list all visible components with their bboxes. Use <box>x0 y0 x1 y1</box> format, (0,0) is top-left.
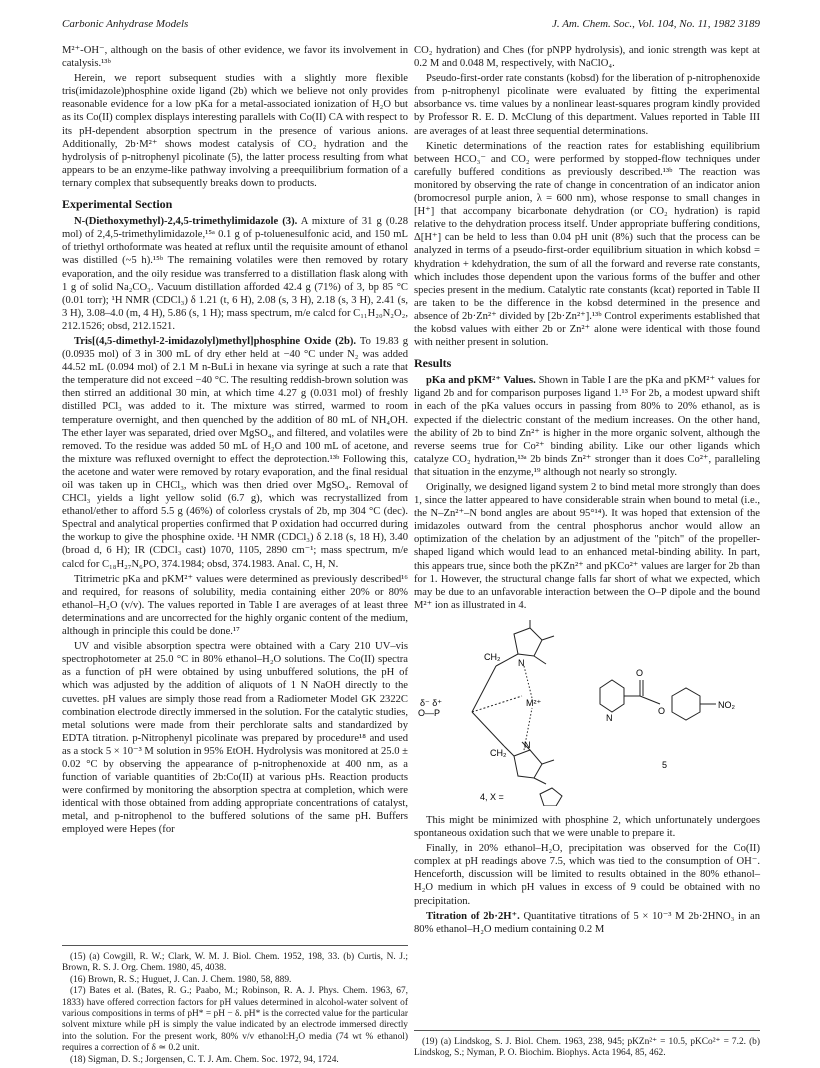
section-heading-results: Results <box>414 356 452 371</box>
left-column <box>62 44 408 839</box>
paragraph: This might be minimized with phosphine 2, which unfortunately undergoes spontaneous oxidation such that we were unable to prepare it. <box>414 814 760 840</box>
bond <box>542 636 554 640</box>
bond <box>542 760 554 764</box>
imidazole-ring-x <box>540 788 562 806</box>
paragraph: UV and visible absorption spectra were obtained with a Cary 210 UV–vis spectrophotometer at 25.0 °C in 80% ethanol–H₂O solutions. The Co(II) spectra as a function of pH were obtained by using unbuffered solutions, the pH of which was adjusted by the addition of aliquots of 1 N NaOH directly to the cuvettes. pH values are simply those read from a Radiometer Model GK 2322C combination electrode directly immersed in the solution. For the catalytic studies, metal solutions were made from their perchlorate salts and standardized by EDTA titration. p-Nitrophenyl picolinate was prepared by procedure¹⁸ and used as a stock 5 × 10⁻³ M solution in 95% EtOH. Hydrolysis was monitored at 25.0 ± 0.02 °C by observing the appearance of p-nitrophenoxide at 400 nm, as a function of variable quantities of 2b:Co(II) at various pHs. Reaction products were confirmed by monitoring the absorption spectra at completion, which were identical with those obtained from adding appropriate concentrations of catalyst, metal, and p-nitrophenol to the buffered solutions of the same pH. Buffers employed were Hepes (for <box>62 641 408 836</box>
footnotes-left <box>62 945 408 1066</box>
op-label: O—P <box>418 707 441 718</box>
running-header <box>62 18 760 34</box>
ch2-label-top: CH₂ <box>484 651 501 662</box>
paragraph: Pseudo-first-order rate constants (kobsd) for the liberation of p-nitrophenoxide from p-nitrophenyl picolinate were evaluated by fitting the experimental absorbance vs. time values by a nonlinear least-squares program kindly provided by Professor R. E. D. McClung of this department. Values reported in Table III are averages of at least three sequential determinations. <box>414 73 760 137</box>
paragraph-text: Shown in Table I are the pKa and pKM²⁺ values for ligand 2b and for comparison purposes ligand 1.¹³ For 2b, a modest upward shift in each of the pKa values occurs in passing from 80% to 20% ethanol, as is expected if the dielectric constant of the medium increases. On the other hand, the ability of 2b to bind Zn²⁺ is higher in the more organic solvent, although the reverse seems true for Co²⁺ binding ability. Like our other ligands which catalyze CO₂ hydration,¹³ᵃ 2b binds Zn²⁺ stronger than it does Co²⁺, paralleling that situation in the enzyme,¹⁹ although not nearly so strongly. <box>414 375 761 478</box>
paragraph: Finally, in 20% ethanol–H₂O, precipitation was observed for the Co(II) complex at pH readings above 7.5, which was tied to the consumption of OH⁻. Henceforth, discussion will be limited to results obtained in the 80% ethanol–H₂O medium in which pH values in excess of 9 could be obtained with no precipitation. <box>414 843 760 907</box>
compound-3-title: N-(Diethoxymethyl)-2,4,5-trimethylimidazole (3). <box>74 216 298 228</box>
dipole-label: δ⁻ δ⁺ <box>420 697 443 708</box>
m2-label: M²⁺ <box>526 697 542 708</box>
footnotes-right <box>414 1030 760 1060</box>
footnote: (15) (a) Cowgill, R. W.; Clark, W. M. J. Biol. Chem. 1952, 198, 33. (b) Curtis, N. J.; Brown, R. S. J. Org. Chem. 1980, 45, 4038. <box>62 952 408 974</box>
subsection-title-pka: pKa and pKM²⁺ Values. <box>426 375 536 387</box>
chemical-structures-svg <box>414 618 760 806</box>
n-label: N <box>606 712 613 723</box>
compound-5-label: 5 <box>662 759 668 770</box>
footnote: (18) Sigman, D. S.; Jorgensen, C. T. J. Am. Chem. Soc. 1972, 94, 1724. <box>70 1054 339 1065</box>
paragraph: Originally, we designed ligand system 2 to bind metal more strongly than does 1, since the latter appeared to have considerable strain when bound to metal (i.e., the N–Zn²⁺–N bond angles are about 95°¹⁴). It was hoped that extension of the imidazoles outward from the central phosphorus anchor would allow an optimization of the chelation by an adjustment of the "pitch" of the propeller-shaped ligand which would lead to an enhanced metal-binding ability. In part, this appears true, since both the pKZn²⁺ and pKCo²⁺ values are larger for 2b than for 1. However, the structural change falls far short of what we expected, which may be due to an unfavorable interaction between the O–P dipole and the bound M²⁺ ion as illustrated in 4. <box>414 482 760 611</box>
footnote: (16) Brown, R. S.; Huguet, J. Can. J. Chem. 1980, 58, 889. <box>70 974 292 985</box>
paragraph: Herein, we report subsequent studies with a slightly more flexible tris(imidazole)phosphine oxide ligand (2b) which we believe not only provides reasonable evidence for a low pKa for a metal-associated ionization of H₂O but as its Co(II) complex displays interesting parallels with Co(II) CA with respect to its pH-dependent absorption spectrum in the presence of various anions. Additionally, 2b·M²⁺ shows modest catalysis of CO₂ hydration and the hydrolysis of p-nitrophenyl picolinate (5), the latter process resulting from what appears to be an enzyme-like pathway involving a preequilibrium formation of a ternary complex that subsequently breaks down to products. <box>62 73 408 189</box>
header-citation: J. Am. Chem. Soc., Vol. 104, No. 11, 1982 3189 <box>552 18 760 30</box>
compound-4-label: 4, X = <box>480 791 504 802</box>
no2-label: NO₂ <box>718 699 735 710</box>
imidazole-ring-top <box>514 628 542 656</box>
paragraph: M²⁺-OH⁻, although on the basis of other evidence, we favor its involvement in catalysis.¹³ᵇ <box>62 45 408 70</box>
benzene-ring <box>672 688 700 720</box>
section-heading-experimental: Experimental Section <box>62 197 173 212</box>
structure-figure <box>414 618 760 806</box>
bond <box>534 656 546 664</box>
paragraph-text: To 19.83 g (0.0935 mol) of 3 in 300 mL of dry ether held at −40 °C under N₂ was added 44.52 mL (0.094 mol) of 2.1 M n-BuLi in hexane via syringe at such a rate that the temperature did not exceed −40 °C. The resulting reddish-brown solution was then stirred an additional 30 min, at which time 4.27 g (0.031 mol) of freshly distilled PCl₃ was added to it. The mixture was stirred, warmed to room temperature overnight, and then quenched by the addition of 80 mL of NH₄OH. The ether layer was separated, dried over MgSO₄, and filtered, and volatiles were removed. To the residue was added 50 mL of H₂O and 100 mL of acetone, and the mixture was refluxed overnight to effect the deprotection.¹³ᵇ Following this, the acetone and water were removed by rotary evaporation, and the final residual oil was taken up in CHCl₃, which was then dried over MgSO₄. Removal of CHCl₃ yields a light yellow solid (6.7 g), which was recrystallized from ethanol/ether to afford 5.5 g (46%) of colorless crystals of 2b, mp 304 °C (dec). Spectral and analytical properties confirmed that P oxidation had occurred during the workup to give the phosphine oxide. ¹H NMR (CDCl₃) δ 2.18 (s, 18 H), 3.40 (broad d, 6 H); IR (CDCl₃ cast) 1070, 1105, 2890 cm⁻¹; mass spectrum, m/e calcd for C₁₈H₂₇N₆PO, 374.1984; obsd, 374.1983. Anal. C, H, N. <box>62 335 408 570</box>
paragraph-text: A mixture of 31 g (0.28 mol) of 2,4,5-trimethylimidazole,¹⁵ᵃ 0.1 g of p-toluenesulfonic acid, and 150 mL of triethyl orthoformate was heated at reflux until the requisite amount of ethanol was distilled (~5 h).¹⁵ᵇ The remaining volatiles were then removed by rotary evaporation, and the oily residue was transferred to a distillation flask along with 1 g of solid Na₂CO₃. Vacuum distillation afforded 42.4 g (71%) of 3, bp 85 °C (0.01 torr); ¹H NMR (CDCl₃) δ 1.21 (t, 6 H), 2.08 (s, 3 H), 2.18 (s, 3 H), 2.41 (s, 3 H), 3.08–4.0 (m, 4 H), 5.86 (s, 1 H); mass spectrum, m/e calcd for C₁₁H₂₀N₂O₂, 212.1526; obsd, 212.1521. <box>62 216 408 332</box>
ch2-label-bottom: CH₂ <box>490 747 507 758</box>
paragraph: Kinetic determinations of the reaction rates for establishing equilibrium between HCO₃⁻ and CO₂ were performed by stopped-flow techniques under carefully buffered conditions as previously described.¹³ᵇ The reaction was monitored by observing the rate of change in concentration of an indicator anion (bromocresol purple anion, λ = 600 nm), whose response to small changes in [H⁺] that accompany bicarbonate dehydration (or CO₂ hydration) is rapid relative to the dehydration process itself. Under appropriate buffering conditions, Δ[H⁺] can be held to less than 0.04 pH unit (8%) such that the process can be analyzed in terms of a pseudo-first-order equilibrium situation in which kobsd = khydration + kdehydration, the sum of all the forward and reverse rate constants, which includes those dependent upon the various forms of the buffer and other species present in the medium. Catalytic rate constants (kcat) reported in Table II are taken to be the difference in the kobsd determined in the presence and absence of 2b·Zn²⁺ divided by [2b·Zn²⁺].¹³ᵇ Control experiments established that the kobsd values with either 2b or Zn²⁺ alone were identical with those found with neither present in solution. <box>414 140 760 349</box>
imidazole-ring-bottom <box>514 750 542 778</box>
footnote: (17) Bates et al. (Bates, R. G.; Paabo, M.; Robinson, R. A. J. Phys. Chem. 1963, 67, 1833) have offered correction factors for pH values determined in alcohol-water solvent of various compositions in terms of pH* = pH − δ. pH* is the corrected value for the particular solvent mixture while pH is simply the value indicated by an electrode immersed directly into the solution. For the present work, 80% v/v ethanol:H₂O media (74 wt % ethanol) requires a correction of δ ≃ 0.2 unit. <box>62 986 408 1054</box>
right-column <box>414 44 760 938</box>
o-label: O <box>658 705 666 716</box>
paragraph <box>62 335 408 571</box>
bond <box>534 778 546 784</box>
paragraph <box>414 374 760 479</box>
pyridine-ring <box>600 680 624 712</box>
bond <box>640 696 660 704</box>
n-label: N <box>524 739 531 750</box>
paragraph <box>414 910 760 936</box>
paragraph <box>62 215 408 333</box>
paragraph-text: Quantitative titrations of 5 × 10⁻³ M 2b·2HNO₃ in an 80% ethanol–H₂O medium containing 0.2 M <box>414 910 760 935</box>
header-journal-section: Carbonic Anhydrase Models <box>62 18 189 30</box>
footnote: (19) (a) Lindskog, S. J. Biol. Chem. 1963, 238, 945; pKZn²⁺ = 10.5, pKCo²⁺ = 7.2. (b) Lindskog, S.; Nyman, P. O. Biochim. Biophys. Acta 1964, 85, 462. <box>414 1037 760 1059</box>
paragraph: CO₂ hydration) and Ches (for pNPP hydrolysis), and ionic strength was kept at 0.2 M and 0.048 M, respectively, with NaClO₄. <box>414 45 760 70</box>
paragraph: Titrimetric pKa and pKM²⁺ values were determined as previously described¹⁶ and required, for reasons of solubility, media containing either 20% or 80% ethanol–H₂O (v/v). The values reported in Table I are averages of at least three determinations and are uncorrected for the highly organic content of the medium, although in principle this could be done.¹⁷ <box>62 573 408 638</box>
n-label: N <box>518 657 525 668</box>
compound-2b-title: Tris[(4,5-dimethyl-2-imidazolyl)methyl]phosphine Oxide (2b). <box>74 335 357 347</box>
o-label: O <box>636 667 644 678</box>
subsection-title-titration: Titration of 2b·2H⁺. <box>426 910 520 922</box>
coordination-bond <box>524 666 532 698</box>
bond <box>472 712 504 746</box>
